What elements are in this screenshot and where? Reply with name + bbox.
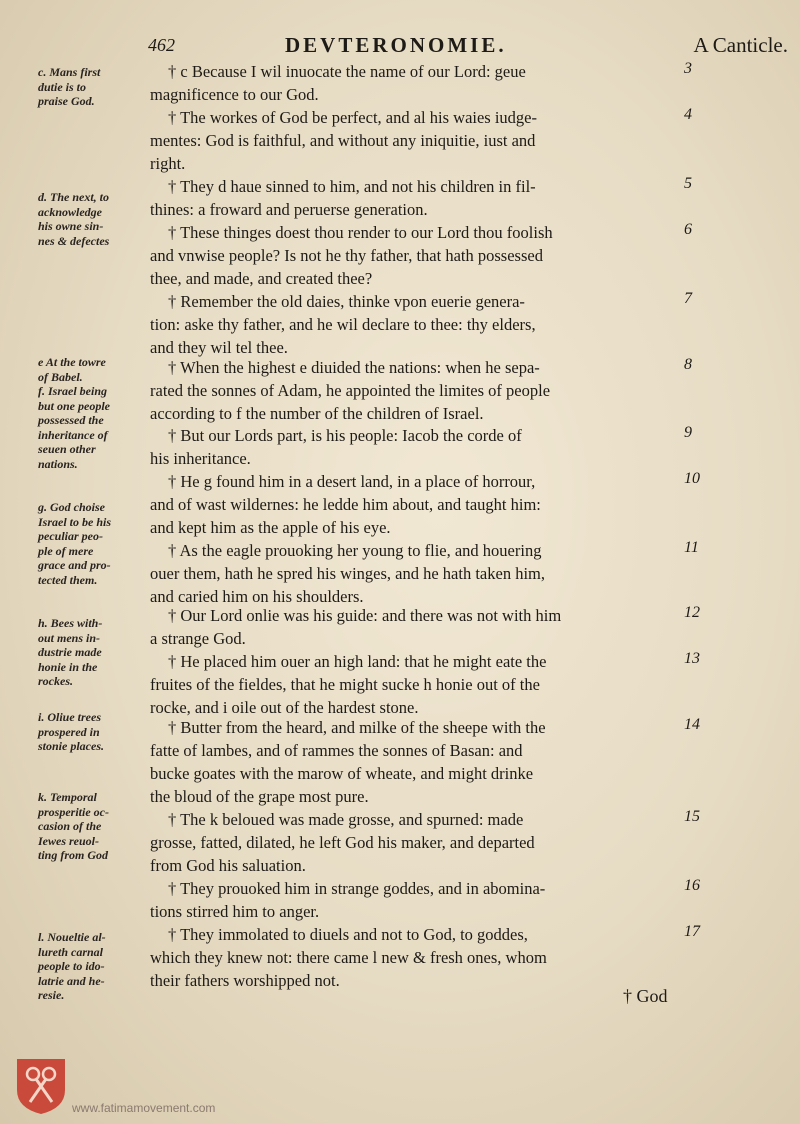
catchword: † God xyxy=(623,986,668,1006)
verse-number: 4 xyxy=(684,106,692,123)
running-head-right: A Canticle. xyxy=(693,33,788,57)
crest-shield-icon xyxy=(14,1056,68,1116)
verse-number: 6 xyxy=(684,221,692,238)
verse-number: 5 xyxy=(684,175,692,192)
watermark[interactable]: www.fatimamovement.com xyxy=(72,1101,216,1115)
verse-4: † The workes of God be perfect, and al his waies iudge- mentes: God is faithful, and without any iniquitie, iust and right. xyxy=(150,108,537,173)
verse-11: † As the eagle prouoking her young to flie, and houering ouer them, hath he spred his winges, and he hath taken him, and caried him on his shoulders. xyxy=(150,541,545,606)
verse-9: † But our Lords part, is his people: Iacob the corde of his inheritance. xyxy=(150,426,522,468)
verse-15: † The k beloued was made grosse, and spurned: made grosse, fatted, dilated, he left God his maker, and departed from God his saluation. xyxy=(150,810,535,875)
verse-6: † These thinges doest thou render to our Lord thou foolish and vnwise people? Is not he thy father, that hath possessed thee, and made, and created thee? xyxy=(150,223,553,288)
verse-13: † He placed him ouer an high land: that he might eate the fruites of the fieldes, that he might sucke h honie out of the rocke, and i oile out of the hardest stone. xyxy=(150,652,547,717)
margin-note-e: e At the towre of Babel. xyxy=(38,355,106,384)
margin-note-f: f. Israel being but one people possessed the inheritance of seuen other nations. xyxy=(38,384,110,471)
margin-note-h: h. Bees with- out mens in- dustrie made honie in the rockes. xyxy=(38,616,103,688)
verse-number: 9 xyxy=(684,424,692,441)
verse-number: 13 xyxy=(684,650,700,667)
verse-10: † He g found him in a desert land, in a place of horrour, and of wast wildernes: he ledde him about, and taught him: and kept him as the apple of his eye. xyxy=(150,472,541,537)
verse-number: 7 xyxy=(684,290,692,307)
verse-number: 17 xyxy=(684,923,700,940)
verse-number: 14 xyxy=(684,716,700,733)
verse-14: † Butter from the heard, and milke of the sheepe with the fatte of lambes, and of rammes the sonnes of Basan: and bucke goates with the marow of wheate, and might drinke the bloud of the grape most pure. xyxy=(150,718,546,806)
verse-number: 12 xyxy=(684,604,700,621)
verse-5: † They d haue sinned to him, and not his children in fil- thines: a froward and peruerse generation. xyxy=(150,177,536,219)
verse-8: † When the highest e diuided the nations: when he sepa- rated the sonnes of Adam, he appointed the limites of people according to f the number of the children of Israel. xyxy=(150,358,551,423)
margin-note-k: k. Temporal prosperitie oc- casion of the Iewes reuol- ting from God xyxy=(38,790,109,862)
verse-17: † They immolated to diuels and not to God, to goddes, which they knew not: there came l new & fresh ones, whom their fathers worshipped not. xyxy=(150,925,547,990)
page-number: 462 xyxy=(148,35,175,55)
book-title: DEVTERONOMIE. xyxy=(285,33,507,57)
margin-note-c: c. Mans first dutie is to praise God. xyxy=(38,65,101,108)
verse-number: 8 xyxy=(684,356,692,373)
verse-number: 15 xyxy=(684,808,700,825)
verse-12: † Our Lord onlie was his guide: and there was not with him a strange God. xyxy=(150,606,562,648)
crest-logo xyxy=(14,1056,68,1116)
verse-16: † They prouoked him in strange goddes, and in abomina- tions stirred him to anger. xyxy=(150,879,546,921)
margin-note-g: g. God choise Israel to be his peculiar peo- ple of mere grace and pro- tected them. xyxy=(38,500,112,587)
margin-note-d: d. The next, to acknowledge his owne sin- nes & defectes xyxy=(38,190,110,248)
verse-number: 10 xyxy=(684,470,700,487)
verse-number: 11 xyxy=(684,539,699,556)
margin-note-i: i. Oliue trees prospered in stonie places. xyxy=(38,710,104,753)
verse-number: 3 xyxy=(684,60,692,77)
verse-number: 16 xyxy=(684,877,700,894)
verse-7: † Remember the old daies, thinke vpon euerie genera- tion: aske thy father, and he wil declare to thee: thy elders, and they wil tel thee. xyxy=(150,292,536,357)
verse-3: † c Because I wil inuocate the name of our Lord: geue magnificence to our God. xyxy=(150,62,526,104)
margin-note-l: l. Noueltie al- lureth carnal people to ido- latrie and he- resie. xyxy=(38,930,106,1002)
